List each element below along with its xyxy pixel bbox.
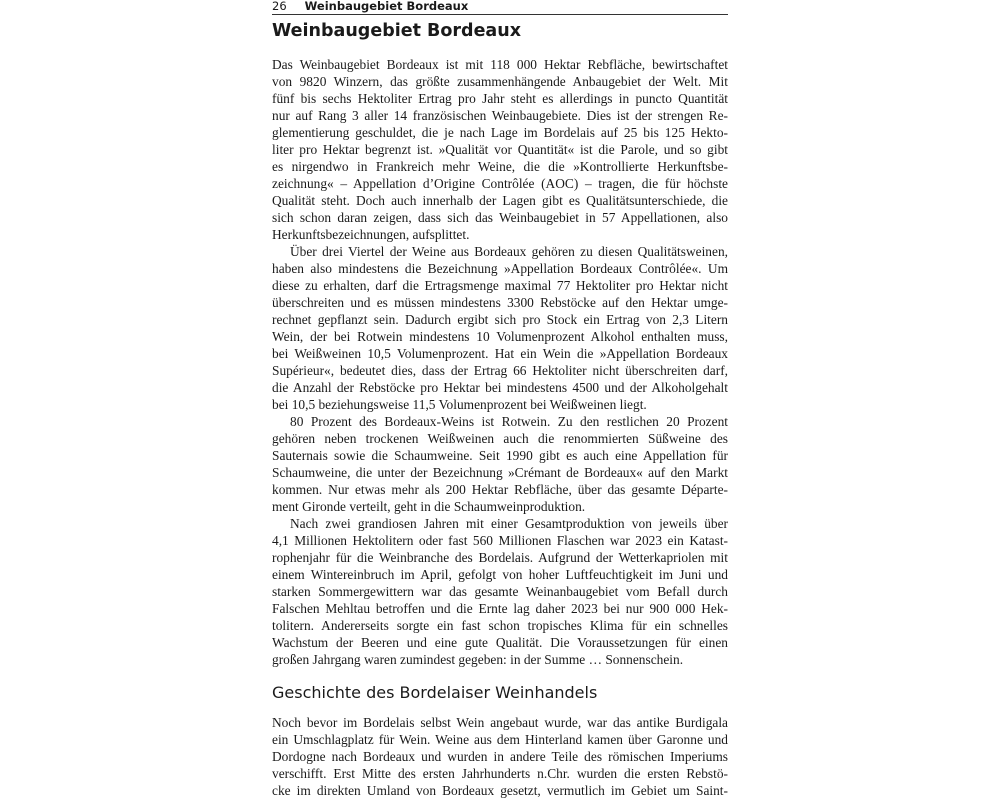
text-line: Herkunftsbezeichnungen, aufsplittet. <box>272 227 470 242</box>
text-line: einem Wintereinbruch im April, gefolgt von hoher Luftfeuchtigkeit im Juni und <box>272 567 728 582</box>
text-line: fünf bis sechs Hektoliter Ertrag pro Jahr steht es allerdings in puncto Quantität <box>272 91 728 106</box>
text-line: bei 10,5 beziehungsweise 11,5 Volumenprozent bei Weißweinen liegt. <box>272 397 647 412</box>
page-number: 26 <box>272 0 287 13</box>
text-line: Nach zwei grandiosen Jahren mit einer Gesamtproduktion von jeweils über <box>290 516 728 531</box>
text-line: liter pro Hektar begrenzt ist. »Qualität vor Quantität« ist die Parole, und so gibt <box>272 142 728 157</box>
text-line: Wein, der bei Rotwein mindestens 10 Volumenprozent Alkohol enthalten muss, <box>272 329 728 344</box>
text-line: rechnet gepflanzt sein. Dadurch ergibt sich pro Stock ein Ertrag von 2,3 Litern <box>272 312 728 327</box>
text-line: Das Weinbaugebiet Bordeaux ist mit 118 000 Hektar Rebfläche, bewirtschaftet <box>272 57 728 72</box>
text-line: ment Gironde verteilt, geht in die Schaumweinproduktion. <box>272 499 586 514</box>
text-line: ein Umschlagplatz für Wein. Weine aus dem Hinterland kamen über Garonne und <box>272 732 728 747</box>
text-line: Noch bevor im Bordelais selbst Wein angebaut wurde, war das antike Burdigala <box>272 715 728 730</box>
chapter-title: Weinbaugebiet Bordeaux <box>272 21 521 41</box>
text-line: 4,1 Millionen Hektolitern oder fast 560 Millionen Flaschen war 2023 ein Katast- <box>272 533 728 548</box>
text-line: diese zu erhalten, darf die Ertragsmenge maximal 77 Hektoliter pro Hektar nicht <box>272 278 728 293</box>
text-line: zeichnung« – Appellation d’Origine Contrôlée (AOC) – tragen, die für höchste <box>272 176 728 191</box>
text-line: rophenjahr für die Weinbranche des Bordelais. Aufgrund der Wetterkapriolen mit <box>272 550 728 565</box>
text-line: kommen. Nur etwas mehr als 200 Hektar Rebfläche, über das gesamte Départe- <box>272 482 728 497</box>
chapter-body <box>272 56 728 668</box>
text-line: großen Jahrgang waren zumindest gegeben: in der Summe … Sonnenschein. <box>272 652 684 667</box>
section-body <box>272 714 728 799</box>
text-line: Schaumweine, die unter der Bezeichnung »Crémant de Bordeaux« auf den Markt <box>272 465 728 480</box>
text-line: 80 Prozent des Bordeaux-Weins ist Rotwein. Zu den restlichen 20 Prozent <box>290 414 728 429</box>
text-line: es nirgendwo in Frankreich mehr Weine, die die »Kontrollierte Herkunftsbe- <box>272 159 728 174</box>
text-line: starken Sommergewittern war das gesamte Weinanbaugebiet vom Befall durch <box>272 584 728 599</box>
text-line: Falschen Mehltau betroffen und die Ernte lag daher 2023 bei nur 900 000 Hek- <box>272 601 728 616</box>
text-line: Dordogne nach Bordeaux und wurden in andere Teile des römischen Imperiums <box>272 749 728 764</box>
paragraph-red-wine <box>272 413 728 515</box>
text-line: verschifft. Erst Mitte des ersten Jahrhunderts n.Chr. wurden die ersten Rebstö- <box>272 766 728 781</box>
paragraph-quality-wines <box>272 243 728 413</box>
text-line: cke im direkten Umland von Bordeaux gesetzt, vermutlich im Gebiet um Saint- <box>272 783 728 798</box>
text-line: Qualität steht. Doch auch innerhalb der Lagen gibt es Qualitätsunterschiede, die <box>272 193 728 208</box>
text-line: die Anzahl der Rebstöcke pro Hektar bei mindestens 4500 und der Alkoholgehalt <box>272 380 728 395</box>
text-line: tolitern. Andererseits sorgte ein fast schon tropisches Klima für ein schnelles <box>272 618 728 633</box>
text-line: sich schon daran zeigen, dass sich das Weinbaugebiet in 57 Appellationen, also <box>272 210 728 225</box>
running-header <box>272 0 728 15</box>
text-line: nur auf Rang 3 aller 14 französischen Weinbaugebiete. Dies ist der strengen Re- <box>272 108 728 123</box>
paragraph-intro <box>272 56 728 243</box>
section-heading: Geschichte des Bordelaiser Weinhandels <box>272 683 598 702</box>
text-line: Über drei Viertel der Weine aus Bordeaux gehören zu diesen Qualitätsweinen, <box>290 244 728 259</box>
text-line: bei Weißweinen 10,5 Volumenprozent. Hat ein Wein die »Appellation Bordeaux <box>272 346 728 361</box>
text-line: glementierung geschuldet, die je nach Lage im Bordelais auf 25 bis 125 Hekto- <box>272 125 728 140</box>
paragraph-vintage-2023 <box>272 515 728 668</box>
text-line: überschreiten und es müssen mindestens 3300 Rebstöcke auf den Hektar umge- <box>272 295 728 310</box>
text-line: Sauternais sowie die Schaumweine. Seit 1990 gibt es auch eine Appellation für <box>272 448 728 463</box>
text-line: haben also mindestens die Bezeichnung »Appellation Bordeaux Contrôlée«. Um <box>272 261 728 276</box>
text-line: von 9820 Winzern, das größte zusammenhängende Anbaugebiet der Welt. Mit <box>272 74 728 89</box>
text-line: Wachstum der Beeren und eine gute Qualität. Die Voraussetzungen für einen <box>272 635 728 650</box>
text-line: gehören neben trockenen Weißweinen auch die renommierten Süßweine des <box>272 431 728 446</box>
running-title: Weinbaugebiet Bordeaux <box>304 0 469 13</box>
text-line: Supérieur«, bedeutet dies, dass der Ertrag 66 Hektoliter nicht überschreiten darf, <box>272 363 728 378</box>
